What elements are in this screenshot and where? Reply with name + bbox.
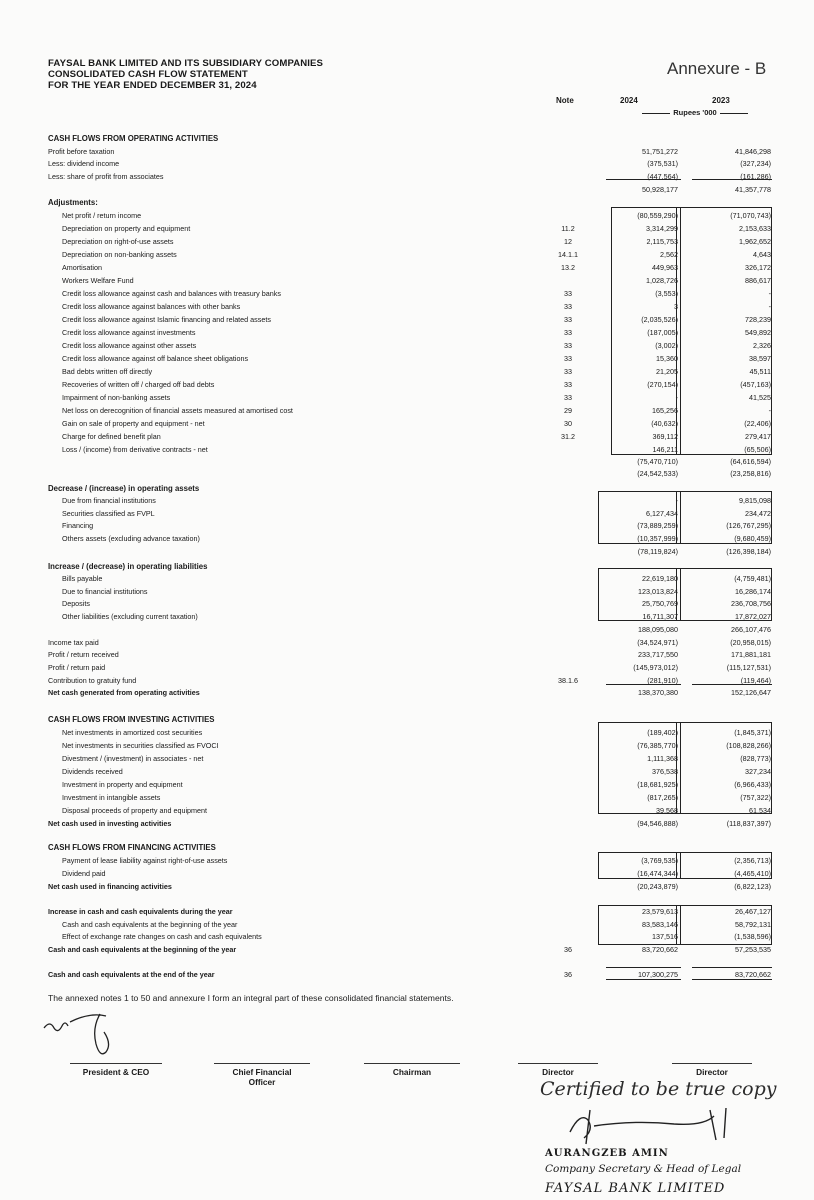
row-value-2024: (2,035,526): [641, 315, 678, 324]
row-note: 33: [564, 367, 572, 376]
row-value-2023: (457,163): [740, 380, 771, 389]
row-value-2023: 234,472: [745, 509, 771, 518]
row-label: Net profit / return income: [62, 211, 142, 220]
row-value-2023: -: [768, 302, 771, 311]
row-note: 33: [564, 341, 572, 350]
row-label: Income tax paid: [48, 638, 99, 647]
row-label: Less: share of profit from associates: [48, 172, 164, 181]
row-label: Due from financial institutions: [62, 496, 156, 505]
row-value-2023: 327,234: [745, 767, 771, 776]
row-value-2024: 15,360: [656, 354, 678, 363]
table-row: [0, 687, 814, 698]
row-note: 36: [564, 970, 572, 979]
row-label: Cash and cash equivalents at the beginning of the year: [62, 920, 238, 929]
row-label: Dividends received: [62, 767, 123, 776]
row-value-2024: 449,963: [652, 263, 678, 272]
row-value-2023: 41,846,298: [735, 147, 771, 156]
row-value-2023: 279,417: [745, 432, 771, 441]
row-value-2023: 1,962,652: [739, 237, 771, 246]
row-value-2024: (270,154): [647, 380, 678, 389]
row-note: 33: [564, 315, 572, 324]
row-value-2024: 50,928,177: [642, 185, 678, 194]
row-label: Net cash used in financing activities: [48, 882, 172, 891]
row-value-2024: (10,357,999): [637, 534, 678, 543]
row-value-2023: 2,326: [753, 341, 771, 350]
row-value-2024: -: [675, 496, 678, 505]
row-value-2024: (78,119,824): [637, 547, 678, 556]
row-label: Depreciation on property and equipment: [62, 224, 191, 233]
table-row: [0, 184, 814, 195]
cash-equivalents-box-2023: [676, 905, 772, 945]
row-value-2023: -: [768, 289, 771, 298]
row-value-2024: (75,470,710): [637, 457, 678, 466]
row-value-2024: 2,562: [660, 250, 678, 259]
row-value-2024: 3: [674, 302, 678, 311]
row-value-2023: 61,534: [749, 806, 771, 815]
row-value-2024: (18,681,925): [637, 780, 678, 789]
row-note: 33: [564, 393, 572, 402]
operating-liabilities-box-2024: [598, 568, 681, 621]
signature-line: [70, 1063, 162, 1064]
row-label: Cash and cash equivalents at the beginning of the year: [48, 945, 237, 954]
row-label: Less: dividend income: [48, 159, 120, 168]
row-value-2024: (817,265): [647, 793, 678, 802]
statement-title: CONSOLIDATED CASH FLOW STATEMENT: [48, 69, 248, 80]
row-value-2023: 171,881,181: [731, 650, 771, 659]
table-row: [0, 171, 814, 182]
row-value-2024: (375,531): [647, 159, 678, 168]
row-label: Bad debts written off directly: [62, 367, 153, 376]
row-label: Deposits: [62, 599, 90, 608]
row-label: CASH FLOWS FROM INVESTING ACTIVITIES: [48, 715, 215, 724]
closing-bottom-rule-2024: [606, 979, 681, 980]
operating-total-rule-2024: [606, 684, 681, 685]
row-value-2024: 233,717,550: [638, 650, 678, 659]
row-label: Other liabilities (excluding current taxation): [62, 612, 198, 621]
row-value-2024: (3,553): [655, 289, 678, 298]
table-row: [0, 637, 814, 648]
row-value-2024: (145,973,012): [633, 663, 678, 672]
row-value-2023: 886,617: [745, 276, 771, 285]
year-2024-header: 2024: [620, 96, 638, 105]
row-value-2024: 83,583,146: [642, 920, 678, 929]
adjustments-box-2023: [676, 207, 772, 455]
row-value-2024: -: [675, 393, 678, 402]
stamp-company-name: FAYSAL BANK LIMITED: [545, 1181, 726, 1196]
row-label: Net loss on derecognition of financial assets measured at amortised cost: [62, 406, 293, 415]
row-value-2023: (65,506): [744, 445, 771, 454]
row-label: Investment in property and equipment: [62, 780, 183, 789]
row-value-2024: 137,516: [652, 932, 678, 941]
row-value-2023: (115,127,531): [726, 663, 771, 672]
row-value-2023: 152,126,647: [731, 688, 771, 697]
row-label: Increase in cash and cash equivalents during the year: [48, 907, 233, 916]
row-value-2024: 23,579,613: [642, 907, 678, 916]
row-value-2024: 376,538: [652, 767, 678, 776]
secretary-title: Company Secretary & Head of Legal: [545, 1163, 742, 1175]
row-label: Amortisation: [62, 263, 102, 272]
row-value-2023: (4,759,481): [734, 574, 771, 583]
row-label: Impairment of non-banking assets: [62, 393, 171, 402]
row-value-2023: 236,708,756: [731, 599, 771, 608]
subtotal-rule-2024: [606, 179, 681, 180]
row-value-2024: 16,711,307: [642, 612, 678, 621]
signature-line: [518, 1063, 598, 1064]
signatory-title: President & CEO: [82, 1067, 150, 1077]
row-label: Adjustments:: [48, 198, 98, 207]
row-label: CASH FLOWS FROM OPERATING ACTIVITIES: [48, 134, 219, 143]
table-row: [0, 158, 814, 169]
row-note: 33: [564, 302, 572, 311]
row-value-2023: 16,286,174: [735, 587, 771, 596]
row-value-2023: (6,822,123): [734, 882, 771, 891]
row-value-2024: 25,750,769: [642, 599, 678, 608]
table-row: [0, 546, 814, 557]
row-note: 11.2: [561, 224, 575, 233]
row-value-2024: 3,314,299: [646, 224, 678, 233]
row-note: 33: [564, 380, 572, 389]
row-label: Others assets (excluding advance taxation): [62, 534, 200, 543]
row-value-2024: 39,568: [656, 806, 678, 815]
row-value-2024: (40,632): [651, 419, 678, 428]
currency-unit: Rupees '000: [620, 108, 770, 117]
adjustments-box-2024: [611, 207, 681, 455]
row-label: Financing: [62, 521, 94, 530]
row-value-2023: 45,511: [749, 367, 771, 376]
row-value-2023: (119,464): [740, 676, 771, 685]
row-label: Bills payable: [62, 574, 103, 583]
row-label: Securities classified as FVPL: [62, 509, 155, 518]
row-label: Workers Welfare Fund: [62, 276, 134, 285]
subtotal-rule-2023: [692, 179, 772, 180]
secretary-signature: [560, 1102, 760, 1148]
row-value-2023: 266,107,476: [731, 625, 771, 634]
row-value-2023: (64,616,594): [730, 457, 771, 466]
footnote: The annexed notes 1 to 50 and annexure I form an integral part of these consolidated financial statements.: [48, 993, 454, 1003]
row-note: 38.1.6: [558, 676, 578, 685]
row-note: 13.2: [561, 263, 575, 272]
row-label: Credit loss allowance against cash and balances with treasury banks: [62, 289, 281, 298]
row-note: 29: [564, 406, 572, 415]
company-name: FAYSAL BANK LIMITED AND ITS SUBSIDIARY COMPANIES: [48, 58, 324, 69]
table-row: [0, 944, 814, 955]
row-value-2024: 107,300,275: [638, 970, 678, 979]
signatory-title: Director: [542, 1067, 574, 1077]
row-label: Credit loss allowance against other assets: [62, 341, 197, 350]
row-note: 12: [564, 237, 572, 246]
row-value-2023: 41,525: [749, 393, 771, 402]
row-value-2023: (9,680,459): [734, 534, 771, 543]
row-label: Divestment / (investment) in associates - net: [62, 754, 204, 763]
row-value-2023: (2,356,713): [734, 856, 771, 865]
row-value-2024: 2,115,753: [646, 237, 678, 246]
row-value-2023: 38,597: [749, 354, 771, 363]
row-label: Investment in intangible assets: [62, 793, 161, 802]
signature-line: [672, 1063, 752, 1064]
secretary-name: AURANGZEB AMIN: [545, 1148, 669, 1159]
signatory-title: Chairman: [392, 1067, 432, 1077]
row-label: Net investments in securities classified as FVOCI: [62, 741, 219, 750]
row-value-2023: (23,258,816): [730, 469, 771, 478]
row-note: 36: [564, 945, 572, 954]
year-2023-header: 2023: [712, 96, 730, 105]
row-value-2024: 51,751,272: [642, 147, 678, 156]
financing-box-2023: [676, 852, 772, 879]
row-label: Recoveries of written off / charged off bad debts: [62, 380, 215, 389]
row-value-2024: 123,013,824: [638, 587, 678, 596]
table-row: [0, 649, 814, 660]
row-label: Profit before taxation: [48, 147, 115, 156]
row-value-2023: (20,958,015): [730, 638, 771, 647]
signatory-cfo: [214, 1063, 310, 1087]
row-label: Credit loss allowance against Islamic financing and related assets: [62, 315, 271, 324]
row-value-2023: 58,792,131: [735, 920, 771, 929]
signatory-president-ceo: [70, 1063, 162, 1077]
row-label: Increase / (decrease) in operating liabilities: [48, 562, 208, 571]
row-label: CASH FLOWS FROM FINANCING ACTIVITIES: [48, 843, 216, 852]
row-value-2023: 728,239: [745, 315, 771, 324]
row-note: 30: [564, 419, 572, 428]
row-label: Cash and cash equivalents at the end of the year: [48, 970, 215, 979]
table-row: [0, 662, 814, 673]
annexure-label: Annexure - B: [667, 59, 767, 78]
row-value-2023: 17,872,027: [735, 612, 771, 621]
statement-period: FOR THE YEAR ENDED DECEMBER 31, 2024: [48, 80, 257, 91]
row-value-2024: (3,769,535): [641, 856, 678, 865]
ceo-signature-scribble: [40, 1008, 140, 1063]
row-label: Dividend paid: [62, 869, 106, 878]
row-value-2023: (108,828,266): [726, 741, 771, 750]
row-value-2024: (3,002): [655, 341, 678, 350]
row-label: Depreciation on right-of-use assets: [62, 237, 174, 246]
row-value-2024: 146,211: [652, 445, 678, 454]
row-value-2024: 83,720,662: [642, 945, 678, 954]
row-value-2024: (189,402): [647, 728, 678, 737]
row-label: Credit loss allowance against investments: [62, 328, 196, 337]
row-value-2023: 41,357,778: [735, 185, 771, 194]
cash-equivalents-box-2024: [598, 905, 681, 945]
row-value-2023: (828,773): [740, 754, 771, 763]
signature-line: [364, 1063, 460, 1064]
row-value-2023: (757,322): [740, 793, 771, 802]
row-value-2024: (24,542,533): [637, 469, 678, 478]
row-value-2024: (94,546,888): [637, 819, 678, 828]
row-label: Decrease / (increase) in operating assets: [48, 484, 200, 493]
table-row: [0, 133, 814, 144]
row-label: Net investments in amortized cost securities: [62, 728, 203, 737]
row-value-2024: 138,370,380: [638, 688, 678, 697]
investing-box-2024: [598, 722, 681, 814]
signatory-title: Director: [696, 1067, 728, 1077]
row-value-2023: (22,406): [744, 419, 771, 428]
certified-true-copy-stamp: Certified to be true copy: [540, 1078, 777, 1100]
signatory-director-2: [672, 1063, 752, 1077]
row-value-2023: 26,467,127: [735, 907, 771, 916]
row-label: Disposal proceeds of property and equipment: [62, 806, 208, 815]
row-value-2023: (126,398,184): [726, 547, 771, 556]
table-row: [0, 468, 814, 479]
row-value-2024: (76,385,770): [637, 741, 678, 750]
row-value-2023: (4,465,410): [734, 869, 771, 878]
signatory-title: Chief Financial: [232, 1067, 292, 1077]
operating-liabilities-box-2023: [676, 568, 772, 621]
closing-bottom-rule-2023: [692, 979, 772, 980]
table-row: [0, 456, 814, 467]
operating-assets-box-2023: [676, 491, 772, 544]
row-value-2024: (16,474,344): [637, 869, 678, 878]
row-label: Depreciation on non-banking assets: [62, 250, 177, 259]
row-value-2023: (1,845,371): [734, 728, 771, 737]
closing-top-rule-2023: [692, 967, 772, 968]
row-value-2024: 21,205: [656, 367, 678, 376]
row-value-2024: (187,005): [647, 328, 678, 337]
row-value-2024: (73,889,259): [637, 521, 678, 530]
row-value-2024: (34,524,971): [637, 638, 678, 647]
row-value-2024: 1,028,726: [646, 276, 678, 285]
closing-top-rule-2024: [606, 967, 681, 968]
row-note: 33: [564, 354, 572, 363]
row-value-2023: 9,815,098: [739, 496, 771, 505]
row-value-2023: (126,767,295): [726, 521, 771, 530]
row-label: Credit loss allowance against off balance sheet obligations: [62, 354, 249, 363]
row-value-2023: 2,153,633: [739, 224, 771, 233]
table-row: [0, 146, 814, 157]
row-note: 31.2: [561, 432, 575, 441]
table-row: [0, 818, 814, 829]
row-label: Charge for defined benefit plan: [62, 432, 161, 441]
row-value-2023: 4,643: [753, 250, 771, 259]
row-label: Payment of lease liability against right-of-use assets: [62, 856, 228, 865]
signatory-title-2: Officer: [248, 1077, 276, 1087]
financing-box-2024: [598, 852, 681, 879]
operating-assets-box-2024: [598, 491, 681, 544]
row-label: Net cash used in investing activities: [48, 819, 172, 828]
row-value-2023: -: [768, 406, 771, 415]
row-value-2024: 165,256: [652, 406, 678, 415]
signatory-chairman: [364, 1063, 460, 1077]
table-row: [0, 624, 814, 635]
row-value-2023: 83,720,662: [735, 970, 771, 979]
row-note: 33: [564, 289, 572, 298]
signature-line: [214, 1063, 310, 1064]
row-label: Profit / return paid: [48, 663, 106, 672]
row-value-2023: (327,234): [740, 159, 771, 168]
row-label: Net cash generated from operating activities: [48, 688, 200, 697]
note-column-header: Note: [556, 96, 574, 105]
row-label: Due to financial institutions: [62, 587, 148, 596]
row-value-2023: (161,286): [740, 172, 771, 181]
row-label: Profit / return received: [48, 650, 119, 659]
row-value-2024: (281,910): [647, 676, 678, 685]
row-value-2024: 1,111,368: [647, 754, 678, 763]
row-value-2023: 549,892: [745, 328, 771, 337]
row-value-2024: 188,095,080: [638, 625, 678, 634]
row-note: 14.1.1: [558, 250, 578, 259]
row-value-2024: 369,112: [652, 432, 678, 441]
row-value-2024: 6,127,434: [646, 509, 678, 518]
row-value-2023: (6,966,433): [734, 780, 771, 789]
row-value-2024: (20,243,879): [637, 882, 678, 891]
operating-total-rule-2023: [692, 684, 772, 685]
row-value-2023: (1,538,596): [734, 932, 771, 941]
row-value-2024: (447,564): [647, 172, 678, 181]
row-label: Contribution to gratuity fund: [48, 676, 137, 685]
row-label: Loss / (income) from derivative contracts - net: [62, 445, 208, 454]
document-header: [48, 58, 323, 91]
row-note: 33: [564, 328, 572, 337]
row-label: Gain on sale of property and equipment - net: [62, 419, 205, 428]
row-label: Effect of exchange rate changes on cash and cash equivalents: [62, 932, 262, 941]
table-row: [0, 881, 814, 892]
row-value-2023: (71,070,743): [730, 211, 771, 220]
signatory-director-1: [518, 1063, 598, 1077]
row-value-2023: 57,253,535: [735, 945, 771, 954]
row-value-2024: 22,619,180: [642, 574, 678, 583]
row-value-2023: (118,837,397): [726, 819, 771, 828]
row-label: Credit loss allowance against balances with other banks: [62, 302, 241, 311]
row-value-2023: 326,172: [745, 263, 771, 272]
row-value-2024: (80,559,290): [637, 211, 678, 220]
investing-box-2023: [676, 722, 772, 814]
